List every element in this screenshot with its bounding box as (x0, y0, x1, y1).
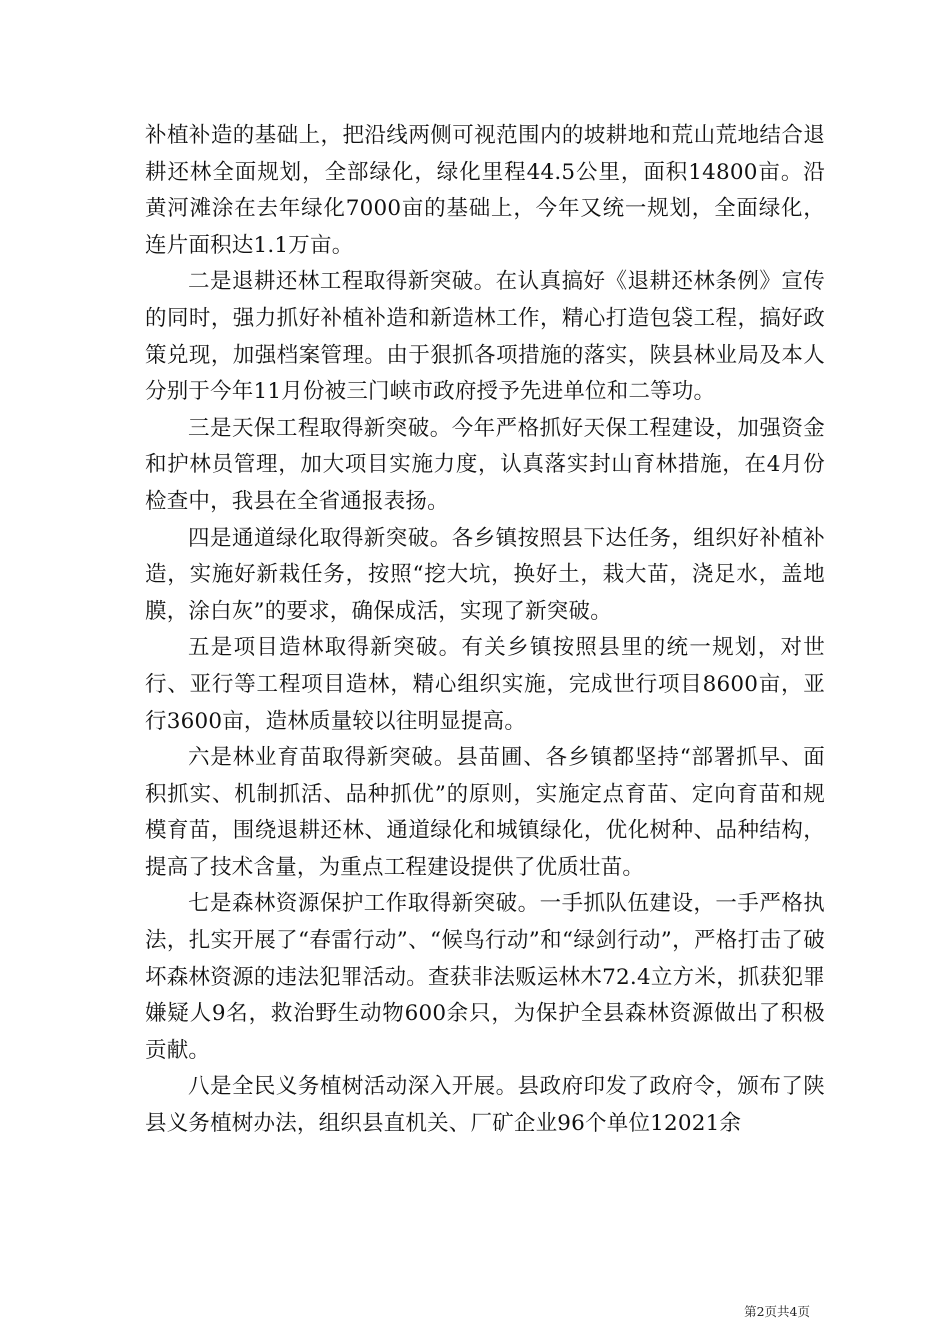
paragraph-3-tianbao: 三是天保工程取得新突破。今年严格抓好天保工程建设，加强资金和护林员管理，加大项目实施力度，认真落实封山育林措施，在4月份检查中，我县在全省通报表扬。 (145, 415, 825, 514)
paragraph-4-tongdao: 四是通道绿化取得新突破。各乡镇按照县下达任务，组织好补植补造，实施好新栽任务，按照“挖大坑，换好土，栽大苗，浇足水，盖地膜，涂白灰”的要求，确保成活，实现了新突破。 (145, 525, 825, 624)
page-number-footer: 第2页共4页 (744, 1304, 810, 1319)
paragraph-continuation: 补植补造的基础上，把沿线两侧可视范围内的坡耕地和荒山荒地结合退耕还林全面规划，全部绿化，绿化里程44.5公里，面积14800亩。沿黄河滩涂在去年绿化7000亩的基础上，今年又统一规划，全面绿化，连片面积达1.1万亩。 (145, 123, 825, 258)
paragraph-6-yumiao: 六是林业育苗取得新突破。县苗圃、各乡镇都坚持“部署抓早、面积抓实、机制抓活、品种抓优”的原则，实施定点育苗、定向育苗和规模育苗，围绕退耕还林、通道绿化和城镇绿化，优化树种、品种结构，提高了技术含量，为重点工程建设提供了优质壮苗。 (145, 745, 825, 880)
paragraph-5-xiangmu: 五是项目造林取得新突破。有关乡镇按照县里的统一规划，对世行、亚行等工程项目造林，精心组织实施，完成世行项目8600亩，亚行3600亩，造林质量较以往明显提高。 (145, 635, 825, 734)
paragraph-8-yiwu: 八是全民义务植树活动深入开展。县政府印发了政府令，颁布了陕县义务植树办法，组织县直机关、厂矿企业96个单位12021余 (145, 1074, 825, 1137)
paragraph-2-tuigeng: 二是退耕还林工程取得新突破。在认真搞好《退耕还林条例》宣传的同时，强力抓好补植补造和新造林工作，精心打造包袋工程，搞好政策兑现，加强档案管理。由于狠抓各项措施的落实，陕县林业局及本人分别于今年11月份被三门峡市政府授予先进单位和二等功。 (145, 269, 825, 405)
document-body (145, 118, 825, 1143)
paragraph-7-senlin: 七是森林资源保护工作取得新突破。一手抓队伍建设，一手严格执法，扎实开展了“春雷行动”、“候鸟行动”和“绿剑行动”，严格打击了破坏森林资源的违法犯罪活动。查获非法贩运林木72.4立方米，抓获犯罪嫌疑人9名，救治野生动物600余只，为保护全县森林资源做出了积极贡献。 (145, 891, 825, 1063)
